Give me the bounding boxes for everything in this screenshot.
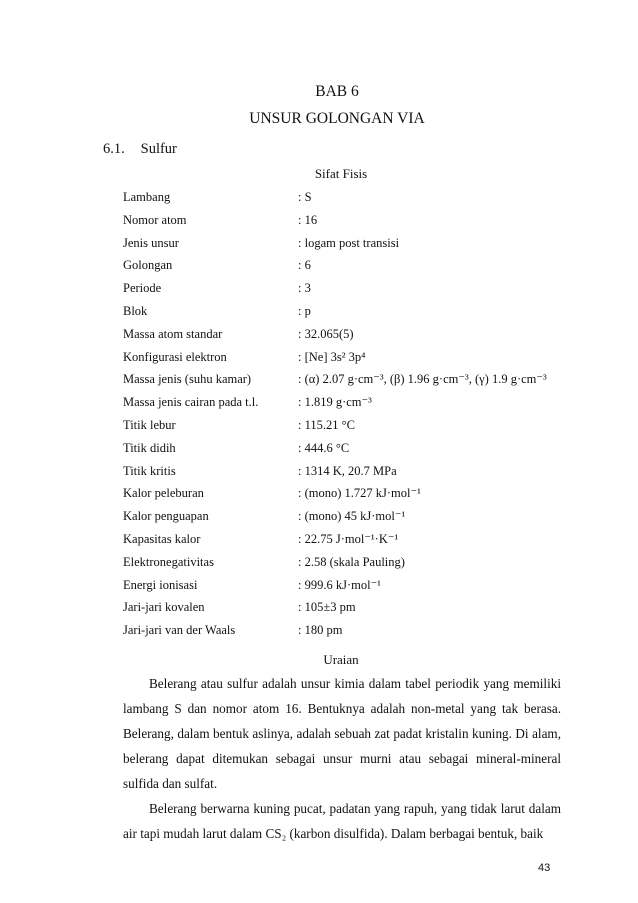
property-label: Elektronegativitas (123, 554, 214, 569)
property-label: Energi ionisasi (123, 577, 198, 592)
property-row (123, 391, 563, 414)
property-row (123, 505, 563, 528)
section-number: 6.1. (103, 141, 125, 157)
section-title: Sulfur (140, 141, 177, 157)
property-label: Jari-jari van der Waals (123, 623, 236, 638)
property-row (123, 437, 563, 460)
property-value: : 2.58 (skala Pauling) (298, 554, 405, 569)
property-value: : (mono) 45 kJ·mol⁻¹ (298, 509, 406, 524)
property-row (123, 186, 563, 209)
property-label: Nomor atom (123, 212, 187, 227)
property-label: Massa atom standar (123, 326, 223, 341)
description-heading: Uraian (323, 652, 359, 667)
property-label: Kalor penguapan (123, 509, 209, 524)
description-body (123, 671, 561, 846)
property-row (123, 482, 563, 505)
property-row (123, 277, 563, 300)
property-value: : S (298, 190, 312, 204)
property-value: : [Ne] 3s² 3p⁴ (298, 349, 366, 364)
paragraph: Belerang atau sulfur adalah unsur kimia dalam tabel periodik yang memiliki lambang S dan nomor atom 16. Bentuknya adalah non-metal yang tak berasa. Belerang, dalam bentuk aslinya, adalah sebuah zat padat kristalin kuning. Di alam, belerang dapat ditemukan sebagai unsur murni atau sebagai mineral-mineral sulfida dan sulfat. (123, 676, 561, 791)
section-heading (103, 141, 177, 158)
property-row (123, 414, 563, 437)
property-value: : (mono) 1.727 kJ·mol⁻¹ (298, 486, 421, 501)
property-row (123, 300, 563, 323)
property-row (123, 460, 563, 483)
properties-table (123, 186, 563, 642)
property-label: Kapasitas kalor (123, 531, 201, 546)
property-value: : 1314 K, 20.7 MPa (298, 463, 397, 478)
property-value: : 22.75 J·mol⁻¹·K⁻¹ (298, 531, 399, 546)
property-label: Periode (123, 281, 162, 296)
property-row (123, 346, 563, 369)
paragraph: Belerang berwarna kuning pucat, padatan yang rapuh, yang tidak larut dalam air tapi mudah larut dalam CS₂ (karbon disulfida). Dalam berbagai bentuk, baik (123, 801, 561, 841)
property-value: : 180 pm (298, 623, 343, 638)
property-label: Blok (123, 303, 148, 318)
property-row (123, 528, 563, 551)
property-value: : (α) 2.07 g·cm⁻³, (β) 1.96 g·cm⁻³, (γ) 1.9 g·cm⁻³ (298, 372, 547, 387)
property-row (123, 596, 563, 619)
property-value: : 32.065(5) (298, 326, 354, 341)
property-value: : 105±3 pm (298, 600, 356, 615)
property-label: Konfigurasi elektron (123, 349, 227, 364)
property-value: : 444.6 °C (298, 440, 350, 455)
properties-heading: Sifat Fisis (314, 166, 368, 181)
property-value: : 16 (298, 212, 318, 227)
property-label: Kalor peleburan (123, 486, 204, 501)
property-label: Titik kritis (123, 463, 176, 478)
property-value: : 1.819 g·cm⁻³ (298, 395, 372, 410)
property-row (123, 551, 563, 574)
property-row (123, 574, 563, 597)
property-label: Lambang (123, 190, 171, 204)
property-row (123, 323, 563, 346)
page-number: 43 (538, 862, 551, 874)
property-value: : 999.6 kJ·mol⁻¹ (298, 577, 381, 592)
property-value: : logam post transisi (298, 235, 400, 250)
property-label: Titik lebur (123, 417, 176, 432)
property-value: : 115.21 °C (298, 417, 355, 432)
property-row (123, 254, 563, 277)
property-label: Titik didih (123, 440, 176, 455)
property-row (123, 619, 563, 642)
chapter-number: BAB 6 (315, 83, 359, 100)
property-row (123, 232, 563, 255)
property-row (123, 368, 563, 391)
property-value: : 3 (298, 281, 311, 296)
property-value: : 6 (298, 258, 311, 273)
property-row (123, 209, 563, 232)
property-label: Golongan (123, 258, 173, 273)
property-label: Massa jenis (suhu kamar) (123, 372, 252, 387)
property-label: Massa jenis cairan pada t.l. (123, 395, 259, 410)
chapter-title: UNSUR GOLONGAN VIA (249, 110, 425, 127)
property-value: : p (298, 303, 311, 318)
property-label: Jari-jari kovalen (123, 600, 205, 615)
property-label: Jenis unsur (123, 235, 179, 250)
